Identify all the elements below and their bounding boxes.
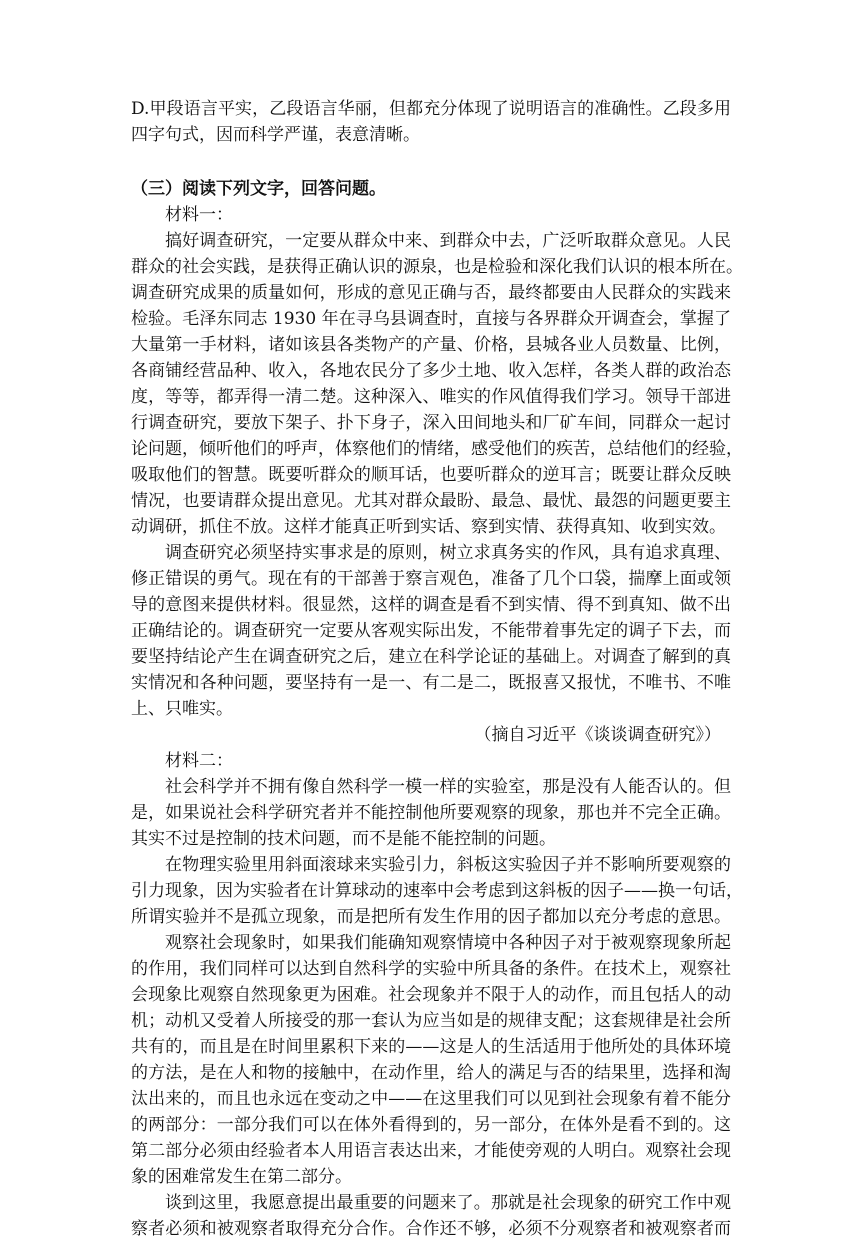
- material2-paragraph-1: [131, 774, 731, 852]
- paragraph-line: 情况，也要请群众提出意见。尤其对群众最盼、最急、最忧、最怨的问题更要主: [131, 491, 731, 511]
- material1-label: 材料一：: [165, 205, 233, 225]
- paragraph-line: 要坚持结论产生在调查研究之后，建立在科学论证的基础上。对调查了解到的真: [131, 647, 731, 667]
- paragraph-line: 动调研，抓住不放。这样才能真正听到实话、察到实情、获得真知、收到实效。: [131, 517, 726, 537]
- paragraph-line: 论问题，倾听他们的呼声，体察他们的情绪，感受他们的疾苦，总结他们的经验，: [131, 439, 743, 459]
- paragraph-line: 修正错误的勇气。现在有的干部善于察言观色，准备了几个口袋，揣摩上面或领: [131, 569, 731, 589]
- spacer: [131, 148, 731, 174]
- material2-label: 材料二：: [165, 751, 233, 771]
- paragraph-line: 搞好调查研究，一定要从群众中来、到群众中去，广泛听取群众意见。人民: [165, 231, 731, 251]
- option-d: [131, 96, 731, 148]
- material2-paragraph-4: [131, 1190, 731, 1242]
- paragraph-line: 调查研究成果的质量如何，形成的意见正确与否，最终都要由人民群众的实践来: [131, 283, 731, 303]
- paragraph-line: 是，如果说社会科学研究者并不能控制他所要观察的现象，那也并不完全正确。: [131, 803, 731, 823]
- paragraph-line: 其实不过是控制的技术问题，而不是能不能控制的问题。: [131, 829, 556, 849]
- paragraph-line: 象的困难常发生在第二部分。: [131, 1167, 352, 1187]
- paragraph-line: 各商铺经营品种、收入，各地农民分了多少土地、收入怎样，各类人群的政治态: [131, 361, 731, 381]
- material2-paragraph-3: [131, 930, 731, 1190]
- paragraph-line: 导的意图来提供材料。很显然，这样的调查是看不到实情、得不到真知、做不出: [131, 595, 731, 615]
- paragraph-line: 行调查研究，要放下架子、扑下身子，深入田间地头和厂矿车间，同群众一起讨: [131, 413, 731, 433]
- paragraph-line: 调查研究必须坚持实事求是的原则，树立求真务实的作风，具有追求真理、: [165, 543, 731, 563]
- material1-paragraph-1: [131, 228, 743, 540]
- paragraph-line: 的两部分：一部分我们可以在体外看得到的，另一部分，在体外是看不到的。这: [131, 1115, 731, 1135]
- paragraph-line: 检验。毛泽东同志 1930 年在寻乌县调查时，直接与各界群众开调查会，掌握了: [131, 309, 731, 329]
- paragraph-line: 正确结论的。调查研究一定要从客观实际出发，不能带着事先定的调子下去，而: [131, 621, 731, 641]
- paragraph-line: 度，等等，都弄得一清二楚。这种深入、唯实的作风值得我们学习。领导干部进: [131, 387, 731, 407]
- paragraph-line: 群众的社会实践，是获得正确认识的源泉，也是检验和深化我们认识的根本所在。: [131, 257, 743, 277]
- paragraph-line: 谈到这里，我愿意提出最重要的问题来了。那就是社会现象的研究工作中观: [165, 1193, 731, 1213]
- paragraph-line: 的方法，是在人和物的接触中，在动作里，给人的满足与否的结果里，选择和淘: [131, 1063, 731, 1083]
- paragraph-line: 吸取他们的智慧。既要听群众的顺耳话，也要听群众的逆耳言；既要让群众反映: [131, 465, 731, 485]
- paragraph-line: 实情况和各种问题，要坚持有一是一、有二是二，既报喜又报忧，不唯书、不唯: [131, 673, 731, 693]
- section-title: （三）阅读下列文字，回答问题。: [131, 179, 386, 199]
- paragraph-line: 共有的，而且是在时间里累积下来的——这是人的生活适用于他所处的具体环境: [131, 1037, 731, 1057]
- paragraph-line: 第二部分必须由经验者本人用语言表达出来，才能使旁观的人明白。观察社会现: [131, 1141, 731, 1161]
- paragraph-line: 察者必须和被观察者取得充分合作。合作还不够，必须不分观察者和被观察者而: [131, 1219, 731, 1239]
- paragraph-line: 上、只唯实。: [131, 699, 233, 719]
- paragraph-line: 机；动机又受着人所接受的那一套认为应当如是的规律支配；这套规律是社会所: [131, 1011, 731, 1031]
- paragraph-line: 社会科学并不拥有像自然科学一模一样的实验室，那是没有人能否认的。但: [165, 777, 731, 797]
- material1-paragraph-2: [131, 540, 731, 722]
- paragraph-line: 观察社会现象时，如果我们能确知观察情境中各种因子对于被观察现象所起: [165, 933, 731, 953]
- paragraph-line: D.甲段语言平实，乙段语言华丽，但都充分体现了说明语言的准确性。乙段多用: [131, 99, 731, 119]
- paragraph-line: 会现象比观察自然现象更为困难。社会现象并不限于人的动作，而且包括人的动: [131, 985, 731, 1005]
- material2-paragraph-2: [131, 852, 743, 930]
- document-page: [131, 96, 743, 1242]
- paragraph-line: 的作用，我们同样可以达到自然科学的实验中所具备的条件。在技术上，观察社: [131, 959, 731, 979]
- paragraph-line: 汰出来的，而且也永远在变动之中——在这里我们可以见到社会现象有着不能分: [131, 1089, 731, 1109]
- paragraph-line: 引力现象，因为实验者在计算球动的速率中会考虑到这斜板的因子——换一句话，: [131, 881, 743, 901]
- material1-source: （摘自习近平《谈谈调查研究》）: [474, 725, 721, 745]
- paragraph-line: 四字句式，因而科学严谨，表意清晰。: [131, 125, 420, 145]
- paragraph-line: 在物理实验里用斜面滚球来实验引力，斜板这实验因子并不影响所要观察的: [165, 855, 731, 875]
- paragraph-line: 所谓实验并不是孤立现象，而是把所有发生作用的因子都加以充分考虑的意思。: [131, 907, 731, 927]
- paragraph-line: 大量第一手材料，诸如该县各类物产的产量、价格，县城各业人员数量、比例，: [131, 335, 731, 355]
